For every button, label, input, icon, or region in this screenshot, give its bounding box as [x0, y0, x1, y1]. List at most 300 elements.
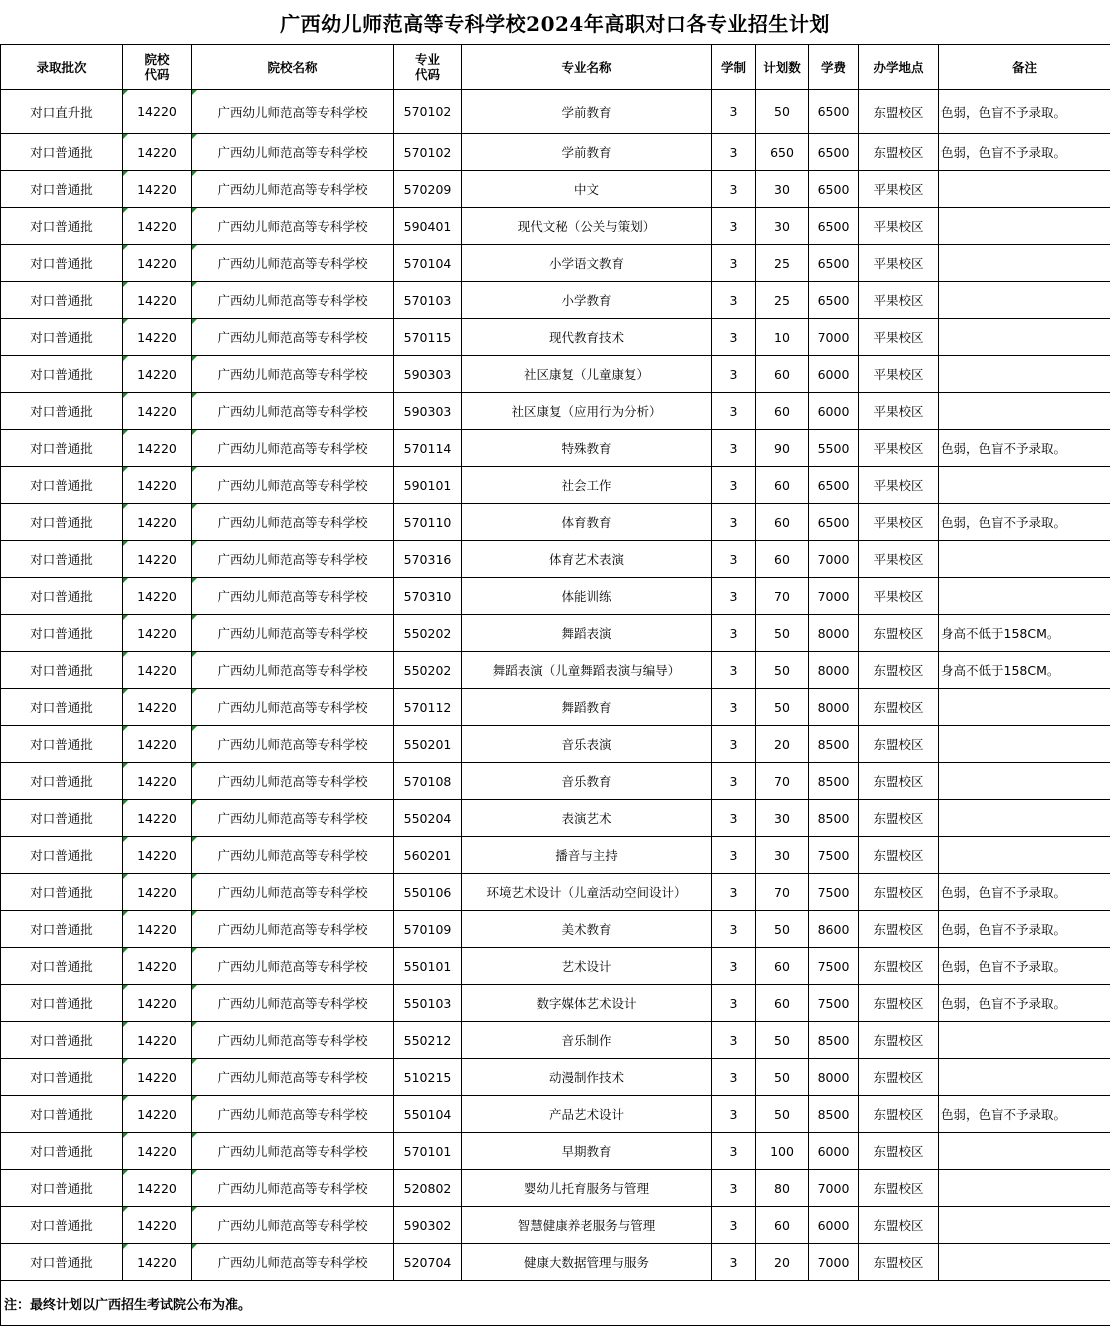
cell-remarks: 色弱，色盲不予录取。 — [939, 134, 1110, 171]
cell-major-code: 570102 — [394, 134, 462, 171]
cell-campus: 平果校区 — [859, 319, 939, 356]
cell-remarks: 色弱，色盲不予录取。 — [939, 874, 1110, 911]
cell-plan-count: 60 — [756, 541, 809, 578]
cell-batch: 对口普通批 — [1, 689, 123, 726]
table-row — [1, 430, 1110, 467]
cell-duration: 3 — [712, 652, 756, 689]
cell-plan-count: 25 — [756, 245, 809, 282]
cell-major-code: 590303 — [394, 356, 462, 393]
cell-school-name: 广西幼儿师范高等专科学校 — [192, 1207, 394, 1244]
cell-major-code: 550106 — [394, 874, 462, 911]
cell-duration: 3 — [712, 1244, 756, 1281]
cell-school-name: 广西幼儿师范高等专科学校 — [192, 1133, 394, 1170]
cell-duration: 3 — [712, 911, 756, 948]
cell-campus: 东盟校区 — [859, 1059, 939, 1096]
cell-plan-count: 70 — [756, 874, 809, 911]
cell-duration: 3 — [712, 430, 756, 467]
cell-duration: 3 — [712, 1133, 756, 1170]
cell-duration: 3 — [712, 837, 756, 874]
cell-school-name: 广西幼儿师范高等专科学校 — [192, 541, 394, 578]
table-row — [1, 356, 1110, 393]
cell-remarks — [939, 1207, 1110, 1244]
cell-tuition: 7500 — [809, 948, 859, 985]
cell-batch: 对口普通批 — [1, 319, 123, 356]
cell-tuition: 7000 — [809, 541, 859, 578]
cell-campus: 东盟校区 — [859, 985, 939, 1022]
cell-major-name: 体育教育 — [462, 504, 712, 541]
table-row — [1, 467, 1110, 504]
cell-school-code: 14220 — [123, 171, 192, 208]
cell-school-code: 14220 — [123, 319, 192, 356]
cell-campus: 东盟校区 — [859, 1133, 939, 1170]
cell-tuition: 6500 — [809, 245, 859, 282]
cell-batch: 对口普通批 — [1, 800, 123, 837]
cell-tuition: 8500 — [809, 1022, 859, 1059]
cell-remarks — [939, 319, 1110, 356]
cell-major-name: 动漫制作技术 — [462, 1059, 712, 1096]
header-duration: 学制 — [712, 45, 756, 90]
cell-school-code: 14220 — [123, 726, 192, 763]
cell-school-code: 14220 — [123, 763, 192, 800]
cell-major-name: 社会工作 — [462, 467, 712, 504]
cell-major-name: 小学语文教育 — [462, 245, 712, 282]
header-batch: 录取批次 — [1, 45, 123, 90]
table-row — [1, 504, 1110, 541]
cell-duration: 3 — [712, 319, 756, 356]
cell-school-name: 广西幼儿师范高等专科学校 — [192, 134, 394, 171]
cell-school-code: 14220 — [123, 1207, 192, 1244]
cell-plan-count: 100 — [756, 1133, 809, 1170]
cell-duration: 3 — [712, 1096, 756, 1133]
cell-school-name: 广西幼儿师范高等专科学校 — [192, 985, 394, 1022]
cell-plan-count: 60 — [756, 504, 809, 541]
cell-duration: 3 — [712, 726, 756, 763]
cell-plan-count: 60 — [756, 985, 809, 1022]
cell-campus: 平果校区 — [859, 430, 939, 467]
cell-school-code: 14220 — [123, 541, 192, 578]
cell-major-name: 学前教育 — [462, 134, 712, 171]
table-row — [1, 134, 1110, 171]
cell-major-name: 舞蹈教育 — [462, 689, 712, 726]
cell-batch: 对口普通批 — [1, 1133, 123, 1170]
cell-batch: 对口普通批 — [1, 208, 123, 245]
cell-tuition: 6500 — [809, 282, 859, 319]
cell-campus: 东盟校区 — [859, 90, 939, 134]
table-row — [1, 615, 1110, 652]
cell-batch: 对口普通批 — [1, 541, 123, 578]
cell-duration: 3 — [712, 467, 756, 504]
cell-duration: 3 — [712, 393, 756, 430]
cell-major-code: 570112 — [394, 689, 462, 726]
cell-tuition: 5500 — [809, 430, 859, 467]
cell-school-name: 广西幼儿师范高等专科学校 — [192, 208, 394, 245]
cell-major-name: 艺术设计 — [462, 948, 712, 985]
table-row — [1, 652, 1110, 689]
cell-campus: 东盟校区 — [859, 652, 939, 689]
cell-major-name: 小学教育 — [462, 282, 712, 319]
cell-tuition: 7000 — [809, 578, 859, 615]
cell-batch: 对口普通批 — [1, 134, 123, 171]
cell-major-name: 社区康复（儿童康复） — [462, 356, 712, 393]
cell-school-code: 14220 — [123, 689, 192, 726]
page-title: 广西幼儿师范高等专科学校2024年高职对口各专业招生计划 — [0, 0, 1110, 44]
cell-plan-count: 50 — [756, 615, 809, 652]
cell-campus: 东盟校区 — [859, 134, 939, 171]
cell-school-code: 14220 — [123, 1133, 192, 1170]
cell-batch: 对口普通批 — [1, 874, 123, 911]
cell-remarks: 色弱，色盲不予录取。 — [939, 911, 1110, 948]
cell-school-name: 广西幼儿师范高等专科学校 — [192, 911, 394, 948]
cell-school-code: 14220 — [123, 1096, 192, 1133]
cell-major-name: 智慧健康养老服务与管理 — [462, 1207, 712, 1244]
footer-note: 注：最终计划以广西招生考试院公布为准。 — [1, 1281, 1110, 1326]
cell-school-name: 广西幼儿师范高等专科学校 — [192, 1244, 394, 1281]
cell-plan-count: 80 — [756, 1170, 809, 1207]
cell-school-name: 广西幼儿师范高等专科学校 — [192, 90, 394, 134]
cell-tuition: 7000 — [809, 1170, 859, 1207]
cell-tuition: 8500 — [809, 726, 859, 763]
cell-batch: 对口普通批 — [1, 763, 123, 800]
cell-duration: 3 — [712, 541, 756, 578]
cell-campus: 东盟校区 — [859, 948, 939, 985]
cell-major-name: 播音与主持 — [462, 837, 712, 874]
cell-plan-count: 50 — [756, 1022, 809, 1059]
cell-remarks — [939, 763, 1110, 800]
cell-major-name: 学前教育 — [462, 90, 712, 134]
cell-school-name: 广西幼儿师范高等专科学校 — [192, 615, 394, 652]
cell-tuition: 8600 — [809, 911, 859, 948]
table-row — [1, 1133, 1110, 1170]
cell-school-name: 广西幼儿师范高等专科学校 — [192, 356, 394, 393]
cell-duration: 3 — [712, 578, 756, 615]
cell-campus: 平果校区 — [859, 208, 939, 245]
cell-school-code: 14220 — [123, 578, 192, 615]
cell-major-code: 560201 — [394, 837, 462, 874]
cell-school-code: 14220 — [123, 90, 192, 134]
cell-major-code: 570209 — [394, 171, 462, 208]
cell-batch: 对口普通批 — [1, 948, 123, 985]
cell-campus: 平果校区 — [859, 171, 939, 208]
cell-plan-count: 50 — [756, 689, 809, 726]
cell-major-name: 现代文秘（公关与策划） — [462, 208, 712, 245]
cell-plan-count: 10 — [756, 319, 809, 356]
table-row — [1, 948, 1110, 985]
cell-major-name: 现代教育技术 — [462, 319, 712, 356]
cell-major-code: 550202 — [394, 615, 462, 652]
header-row — [1, 45, 1110, 90]
table-row — [1, 689, 1110, 726]
cell-major-code: 570114 — [394, 430, 462, 467]
cell-tuition: 6500 — [809, 134, 859, 171]
cell-school-code: 14220 — [123, 652, 192, 689]
cell-batch: 对口普通批 — [1, 504, 123, 541]
cell-major-code: 570110 — [394, 504, 462, 541]
cell-school-name: 广西幼儿师范高等专科学校 — [192, 689, 394, 726]
table-row — [1, 1096, 1110, 1133]
header-major-code: 专业代码 — [394, 45, 462, 90]
cell-plan-count: 90 — [756, 430, 809, 467]
cell-duration: 3 — [712, 1059, 756, 1096]
cell-tuition: 8000 — [809, 615, 859, 652]
cell-major-name: 音乐表演 — [462, 726, 712, 763]
cell-school-name: 广西幼儿师范高等专科学校 — [192, 1170, 394, 1207]
table-row — [1, 171, 1110, 208]
cell-major-code: 550204 — [394, 800, 462, 837]
cell-major-code: 570102 — [394, 90, 462, 134]
cell-duration: 3 — [712, 356, 756, 393]
cell-school-name: 广西幼儿师范高等专科学校 — [192, 504, 394, 541]
table-row — [1, 911, 1110, 948]
cell-batch: 对口普通批 — [1, 1096, 123, 1133]
cell-campus: 平果校区 — [859, 504, 939, 541]
cell-duration: 3 — [712, 134, 756, 171]
cell-major-code: 520704 — [394, 1244, 462, 1281]
cell-school-code: 14220 — [123, 356, 192, 393]
cell-batch: 对口普通批 — [1, 171, 123, 208]
cell-school-code: 14220 — [123, 874, 192, 911]
table-row — [1, 1244, 1110, 1281]
cell-campus: 平果校区 — [859, 356, 939, 393]
cell-batch: 对口普通批 — [1, 282, 123, 319]
cell-major-name: 音乐教育 — [462, 763, 712, 800]
cell-batch: 对口普通批 — [1, 985, 123, 1022]
table-row — [1, 800, 1110, 837]
cell-school-code: 14220 — [123, 800, 192, 837]
cell-tuition: 6500 — [809, 467, 859, 504]
cell-school-code: 14220 — [123, 837, 192, 874]
cell-batch: 对口普通批 — [1, 837, 123, 874]
table-row — [1, 1059, 1110, 1096]
cell-plan-count: 60 — [756, 1207, 809, 1244]
cell-major-name: 婴幼儿托育服务与管理 — [462, 1170, 712, 1207]
cell-plan-count: 60 — [756, 356, 809, 393]
cell-plan-count: 30 — [756, 800, 809, 837]
cell-major-name: 早期教育 — [462, 1133, 712, 1170]
cell-remarks: 身高不低于158CM。 — [939, 615, 1110, 652]
header-major-name: 专业名称 — [462, 45, 712, 90]
cell-plan-count: 50 — [756, 652, 809, 689]
cell-school-code: 14220 — [123, 282, 192, 319]
cell-batch: 对口普通批 — [1, 356, 123, 393]
table-row — [1, 763, 1110, 800]
cell-tuition: 6000 — [809, 1207, 859, 1244]
cell-campus: 东盟校区 — [859, 1170, 939, 1207]
cell-school-name: 广西幼儿师范高等专科学校 — [192, 245, 394, 282]
cell-tuition: 8500 — [809, 763, 859, 800]
cell-major-code: 570109 — [394, 911, 462, 948]
cell-remarks: 色弱，色盲不予录取。 — [939, 1096, 1110, 1133]
cell-school-name: 广西幼儿师范高等专科学校 — [192, 652, 394, 689]
cell-major-name: 体能训练 — [462, 578, 712, 615]
cell-plan-count: 30 — [756, 837, 809, 874]
cell-remarks — [939, 541, 1110, 578]
cell-school-code: 14220 — [123, 467, 192, 504]
cell-major-code: 550201 — [394, 726, 462, 763]
header-campus: 办学地点 — [859, 45, 939, 90]
table-row — [1, 1207, 1110, 1244]
cell-tuition: 8500 — [809, 800, 859, 837]
cell-major-name: 美术教育 — [462, 911, 712, 948]
cell-tuition: 6500 — [809, 171, 859, 208]
cell-major-code: 510215 — [394, 1059, 462, 1096]
cell-campus: 平果校区 — [859, 393, 939, 430]
header-plan-count: 计划数 — [756, 45, 809, 90]
cell-campus: 东盟校区 — [859, 615, 939, 652]
cell-school-name: 广西幼儿师范高等专科学校 — [192, 578, 394, 615]
cell-batch: 对口普通批 — [1, 245, 123, 282]
cell-batch: 对口普通批 — [1, 911, 123, 948]
table-row — [1, 578, 1110, 615]
cell-plan-count: 20 — [756, 726, 809, 763]
cell-campus: 东盟校区 — [859, 1244, 939, 1281]
cell-major-name: 体育艺术表演 — [462, 541, 712, 578]
cell-plan-count: 30 — [756, 171, 809, 208]
cell-plan-count: 60 — [756, 467, 809, 504]
cell-tuition: 6500 — [809, 90, 859, 134]
cell-remarks — [939, 245, 1110, 282]
cell-tuition: 8000 — [809, 689, 859, 726]
cell-duration: 3 — [712, 1207, 756, 1244]
cell-batch: 对口普通批 — [1, 652, 123, 689]
cell-tuition: 7500 — [809, 874, 859, 911]
cell-school-name: 广西幼儿师范高等专科学校 — [192, 726, 394, 763]
cell-plan-count: 50 — [756, 1096, 809, 1133]
cell-major-name: 产品艺术设计 — [462, 1096, 712, 1133]
table-row — [1, 874, 1110, 911]
cell-batch: 对口普通批 — [1, 1244, 123, 1281]
cell-remarks — [939, 356, 1110, 393]
cell-duration: 3 — [712, 1170, 756, 1207]
cell-campus: 东盟校区 — [859, 689, 939, 726]
cell-school-code: 14220 — [123, 504, 192, 541]
cell-major-code: 570103 — [394, 282, 462, 319]
cell-campus: 东盟校区 — [859, 800, 939, 837]
cell-batch: 对口直升批 — [1, 90, 123, 134]
cell-campus: 东盟校区 — [859, 1207, 939, 1244]
cell-duration: 3 — [712, 763, 756, 800]
cell-major-name: 表演艺术 — [462, 800, 712, 837]
cell-remarks: 色弱，色盲不予录取。 — [939, 985, 1110, 1022]
cell-school-name: 广西幼儿师范高等专科学校 — [192, 763, 394, 800]
table-row — [1, 1170, 1110, 1207]
table-row — [1, 837, 1110, 874]
cell-batch: 对口普通批 — [1, 1022, 123, 1059]
cell-plan-count: 30 — [756, 208, 809, 245]
cell-school-code: 14220 — [123, 985, 192, 1022]
header-school-code: 院校代码 — [123, 45, 192, 90]
cell-major-code: 550103 — [394, 985, 462, 1022]
cell-school-name: 广西幼儿师范高等专科学校 — [192, 319, 394, 356]
cell-tuition: 8000 — [809, 652, 859, 689]
table-row — [1, 245, 1110, 282]
cell-major-code: 590101 — [394, 467, 462, 504]
cell-tuition: 7000 — [809, 319, 859, 356]
cell-school-name: 广西幼儿师范高等专科学校 — [192, 837, 394, 874]
cell-school-name: 广西幼儿师范高等专科学校 — [192, 393, 394, 430]
cell-major-name: 舞蹈表演（儿童舞蹈表演与编导） — [462, 652, 712, 689]
cell-campus: 东盟校区 — [859, 911, 939, 948]
cell-school-name: 广西幼儿师范高等专科学校 — [192, 1022, 394, 1059]
cell-campus: 平果校区 — [859, 578, 939, 615]
cell-remarks — [939, 689, 1110, 726]
cell-school-code: 14220 — [123, 430, 192, 467]
cell-remarks — [939, 1170, 1110, 1207]
cell-plan-count: 20 — [756, 1244, 809, 1281]
table-row — [1, 90, 1110, 134]
table-row — [1, 541, 1110, 578]
cell-school-code: 14220 — [123, 1170, 192, 1207]
cell-duration: 3 — [712, 800, 756, 837]
cell-remarks: 色弱，色盲不予录取。 — [939, 90, 1110, 134]
cell-campus: 东盟校区 — [859, 874, 939, 911]
cell-duration: 3 — [712, 282, 756, 319]
cell-remarks — [939, 578, 1110, 615]
cell-school-name: 广西幼儿师范高等专科学校 — [192, 1096, 394, 1133]
cell-school-code: 14220 — [123, 208, 192, 245]
cell-school-name: 广西幼儿师范高等专科学校 — [192, 1059, 394, 1096]
cell-school-name: 广西幼儿师范高等专科学校 — [192, 282, 394, 319]
cell-plan-count: 60 — [756, 393, 809, 430]
cell-remarks: 色弱，色盲不予录取。 — [939, 430, 1110, 467]
cell-campus: 东盟校区 — [859, 837, 939, 874]
cell-tuition: 6000 — [809, 1133, 859, 1170]
cell-campus: 平果校区 — [859, 282, 939, 319]
cell-major-name: 环境艺术设计（儿童活动空间设计） — [462, 874, 712, 911]
cell-school-code: 14220 — [123, 245, 192, 282]
cell-remarks — [939, 837, 1110, 874]
cell-school-code: 14220 — [123, 615, 192, 652]
cell-school-name: 广西幼儿师范高等专科学校 — [192, 467, 394, 504]
cell-duration: 3 — [712, 615, 756, 652]
header-tuition: 学费 — [809, 45, 859, 90]
table-row — [1, 393, 1110, 430]
cell-major-code: 590401 — [394, 208, 462, 245]
cell-remarks: 身高不低于158CM。 — [939, 652, 1110, 689]
cell-school-code: 14220 — [123, 1022, 192, 1059]
cell-remarks — [939, 467, 1110, 504]
cell-plan-count: 25 — [756, 282, 809, 319]
cell-campus: 东盟校区 — [859, 1096, 939, 1133]
header-remarks: 备注 — [939, 45, 1110, 90]
cell-major-name: 舞蹈表演 — [462, 615, 712, 652]
cell-tuition: 7500 — [809, 985, 859, 1022]
cell-plan-count: 50 — [756, 90, 809, 134]
cell-major-code: 570108 — [394, 763, 462, 800]
cell-major-code: 570101 — [394, 1133, 462, 1170]
cell-duration: 3 — [712, 874, 756, 911]
cell-duration: 3 — [712, 90, 756, 134]
cell-duration: 3 — [712, 1022, 756, 1059]
cell-duration: 3 — [712, 985, 756, 1022]
cell-major-code: 550202 — [394, 652, 462, 689]
enrollment-plan-table — [0, 44, 1110, 1326]
cell-major-code: 550212 — [394, 1022, 462, 1059]
cell-plan-count: 70 — [756, 763, 809, 800]
table-row — [1, 282, 1110, 319]
cell-remarks — [939, 171, 1110, 208]
cell-batch: 对口普通批 — [1, 615, 123, 652]
cell-school-code: 14220 — [123, 393, 192, 430]
table-row — [1, 1022, 1110, 1059]
cell-major-code: 550101 — [394, 948, 462, 985]
cell-batch: 对口普通批 — [1, 393, 123, 430]
cell-major-code: 570115 — [394, 319, 462, 356]
cell-campus: 东盟校区 — [859, 726, 939, 763]
cell-batch: 对口普通批 — [1, 1170, 123, 1207]
cell-remarks — [939, 1022, 1110, 1059]
cell-batch: 对口普通批 — [1, 467, 123, 504]
cell-tuition: 8500 — [809, 1096, 859, 1133]
